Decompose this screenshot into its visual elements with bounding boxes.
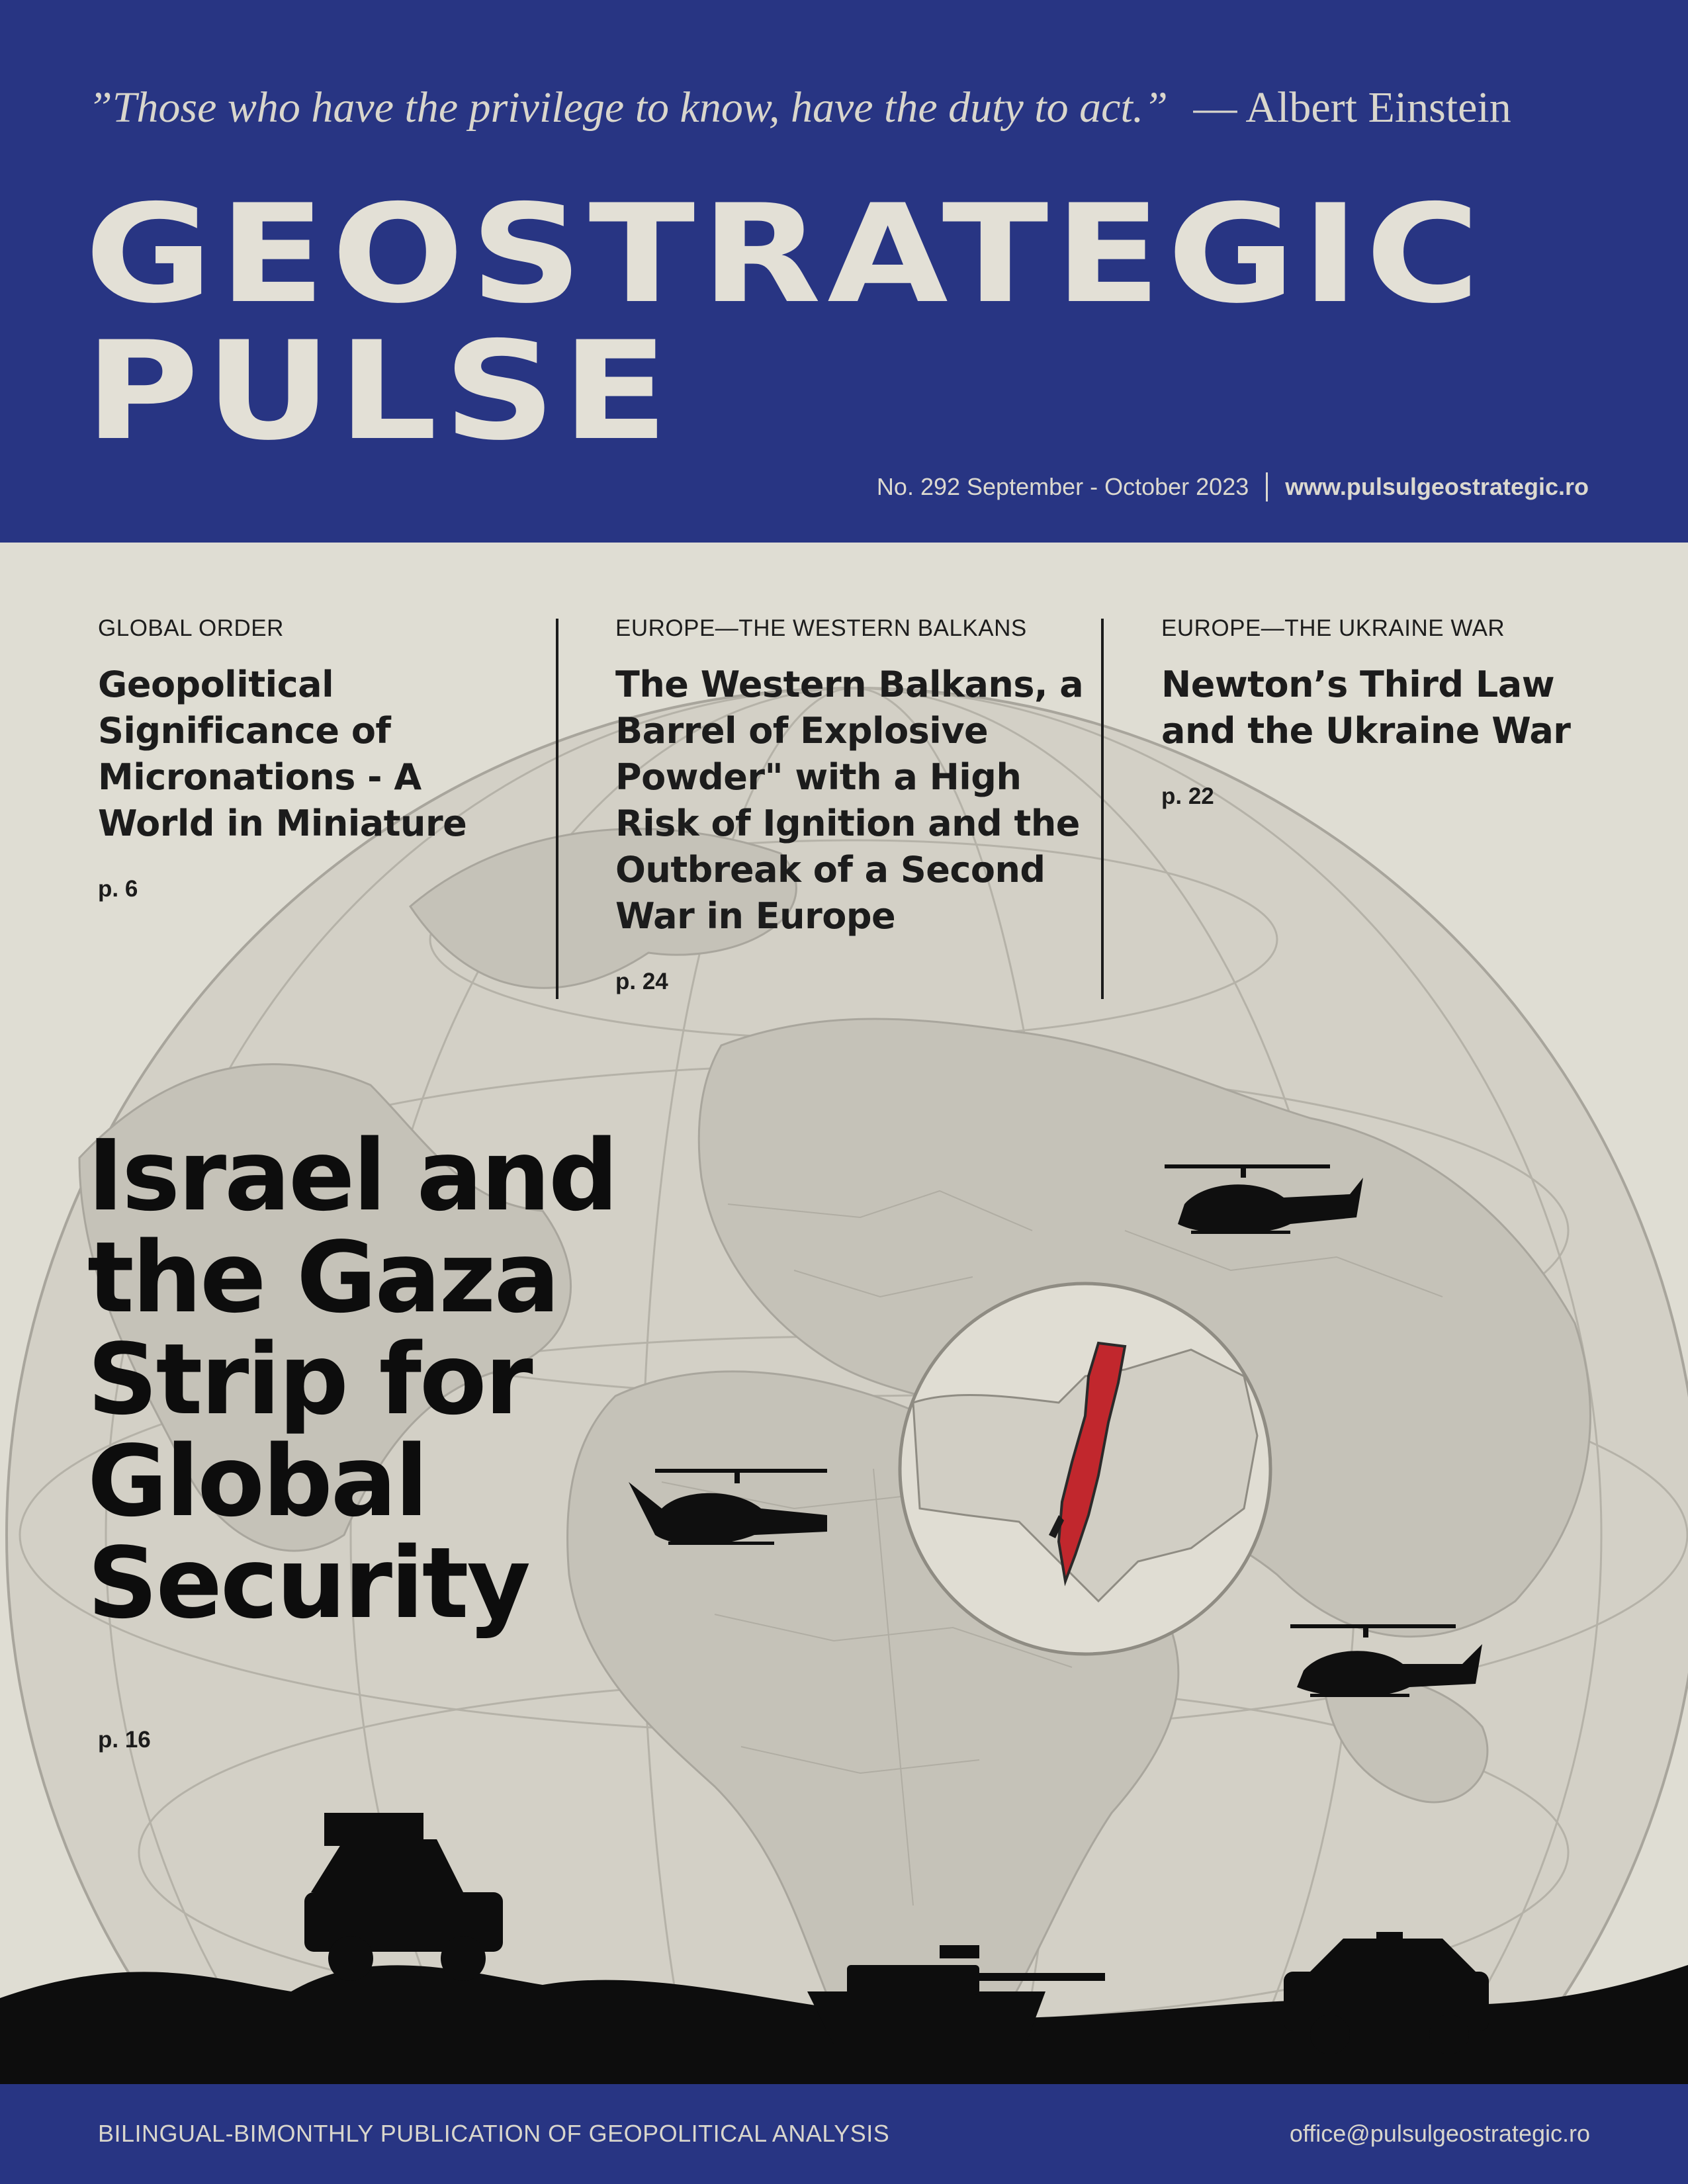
issue-number-date: No. 292 September - October 2023 xyxy=(876,473,1249,500)
israel-zoom-inset xyxy=(900,1284,1270,1654)
page-number: p. 6 xyxy=(98,876,138,902)
cover-story-line: Israel and xyxy=(87,1119,617,1233)
cover-story-line: Global xyxy=(87,1424,427,1538)
masthead xyxy=(0,0,1688,543)
article-title: The Western Balkans, a Barrel of Explosive Powder" with a High Risk of Ignition and the Outbreak of a Second War in Europe xyxy=(615,664,1084,937)
magazine-title-line1: GEOSTRATEGIC xyxy=(85,176,1486,333)
cover-story-line: Security xyxy=(87,1526,529,1640)
section-label: EUROPE—THE UKRAINE WAR xyxy=(1161,615,1505,641)
article-teaser[interactable] xyxy=(98,615,561,902)
page-number: p. 24 xyxy=(615,969,668,994)
cover-story-page: p. 16 xyxy=(98,1727,151,1753)
article-teaser[interactable] xyxy=(615,615,1084,995)
cover-story-line: Strip for xyxy=(87,1323,531,1436)
section-label: GLOBAL ORDER xyxy=(98,615,284,641)
issue-info xyxy=(877,472,1589,502)
article-title: Geopolitical Significance of Micronations - A World in Miniature xyxy=(98,664,467,844)
quote-text: ”Those who have the privilege to know, have the duty to act.” xyxy=(88,83,1168,132)
cover-story-title[interactable] xyxy=(87,1119,848,1640)
epigraph-quote xyxy=(88,83,1511,133)
column-divider xyxy=(556,619,558,999)
footer-bar xyxy=(0,2084,1688,2184)
magazine-title-line2: PULSE xyxy=(85,313,675,470)
issue-separator xyxy=(1266,472,1268,502)
column-divider xyxy=(1101,619,1104,999)
publication-tagline: BILINGUAL-BIMONTHLY PUBLICATION OF GEOPOLITICAL ANALYSIS xyxy=(98,2120,890,2147)
contact-email[interactable]: office@pulsulgeostrategic.ro xyxy=(1289,2120,1590,2147)
cover-story-line: the Gaza xyxy=(87,1221,558,1334)
article-teaser[interactable] xyxy=(1161,615,1624,810)
quote-author: — Albert Einstein xyxy=(1193,83,1511,132)
article-title: Newton’s Third Law and the Ukraine War xyxy=(1161,664,1571,752)
section-label: EUROPE—THE WESTERN BALKANS xyxy=(615,615,1027,641)
website-link[interactable]: www.pulsulgeostrategic.ro xyxy=(1285,473,1589,500)
page-number: p. 22 xyxy=(1161,783,1214,809)
